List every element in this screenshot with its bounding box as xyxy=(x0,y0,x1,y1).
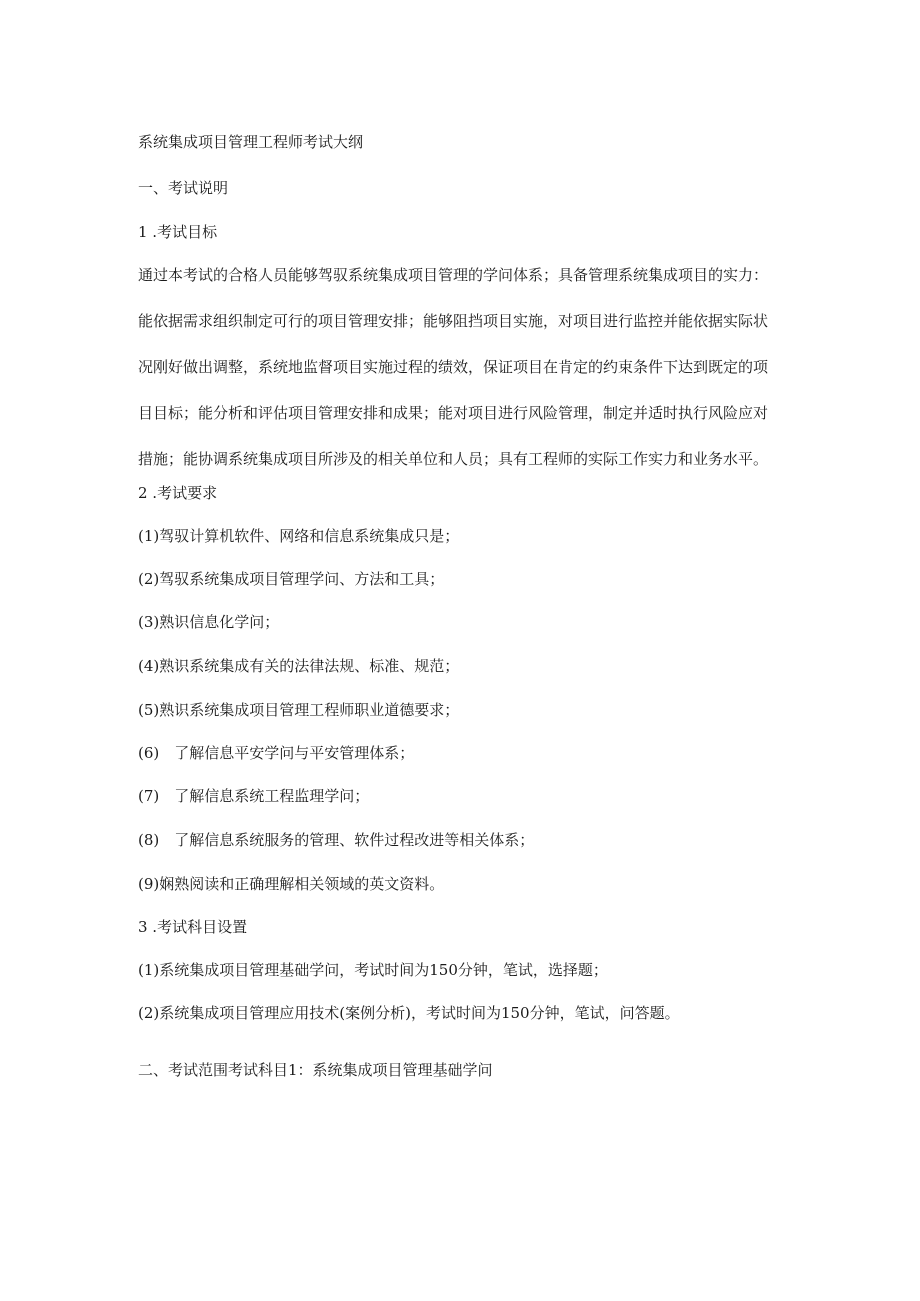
document-title: 系统集成项目管理工程师考试大纲 xyxy=(138,133,364,151)
paragraph-line: 况刚好做出调整，系统地监督项目实施过程的绩效，保证项目在肯定的约束条件下达到既定的项 xyxy=(138,358,769,376)
subject-item: (1)系统集成项目管理基础学问，考试时间为150分钟，笔试，选择题； xyxy=(138,961,608,979)
exam-goal-paragraph xyxy=(138,265,798,469)
requirement-item: (4)熟识系统集成有关的法律法规、标准、规范； xyxy=(138,657,460,675)
subheading-exam-goal: 1 .考试目标 xyxy=(138,223,218,241)
requirement-item: (7) 了解信息系统工程监理学问； xyxy=(138,787,370,805)
requirement-item: (8) 了解信息系统服务的管理、软件过程改进等相关体系； xyxy=(138,831,535,849)
requirement-item: (5)熟识系统集成项目管理工程师职业道德要求； xyxy=(138,701,460,719)
paragraph-line: 措施；能协调系统集成项目所涉及的相关单位和人员；具有工程师的实际工作实力和业务水平。 xyxy=(138,450,769,468)
requirement-item: (1)驾驭计算机软件、网络和信息系统集成只是； xyxy=(138,527,460,545)
subject-item: (2)系统集成项目管理应用技术(案例分析)，考试时间为150分钟，笔试，问答题。 xyxy=(138,1004,680,1022)
paragraph-line: 目目标；能分析和评估项目管理安排和成果；能对项目进行风险管理，制定并适时执行风险应对 xyxy=(138,404,769,422)
section-heading-exam-description: 一、考试说明 xyxy=(138,179,229,197)
requirement-item: (2)驾驭系统集成项目管理学问、方法和工具； xyxy=(138,570,445,588)
requirement-item: (6) 了解信息平安学问与平安管理体系； xyxy=(138,744,415,762)
paragraph-line: 能依据需求组织制定可行的项目管理安排；能够阻挡项目实施，对项目进行监控并能依据实际状 xyxy=(138,312,769,330)
requirement-item: (3)熟识信息化学问； xyxy=(138,613,280,631)
paragraph-line: 通过本考试的合格人员能够驾驭系统集成项目管理的学问体系；具备管理系统集成项目的实力： xyxy=(138,266,769,284)
subheading-exam-subjects: 3 .考试科目设置 xyxy=(138,918,248,936)
requirement-item: (9)娴熟阅读和正确理解相关领域的英文资料。 xyxy=(138,875,445,893)
section-heading-exam-scope: 二、考试范围考试科目1：系统集成项目管理基础学问 xyxy=(138,1061,493,1079)
subheading-exam-requirements: 2 .考试要求 xyxy=(138,484,218,502)
